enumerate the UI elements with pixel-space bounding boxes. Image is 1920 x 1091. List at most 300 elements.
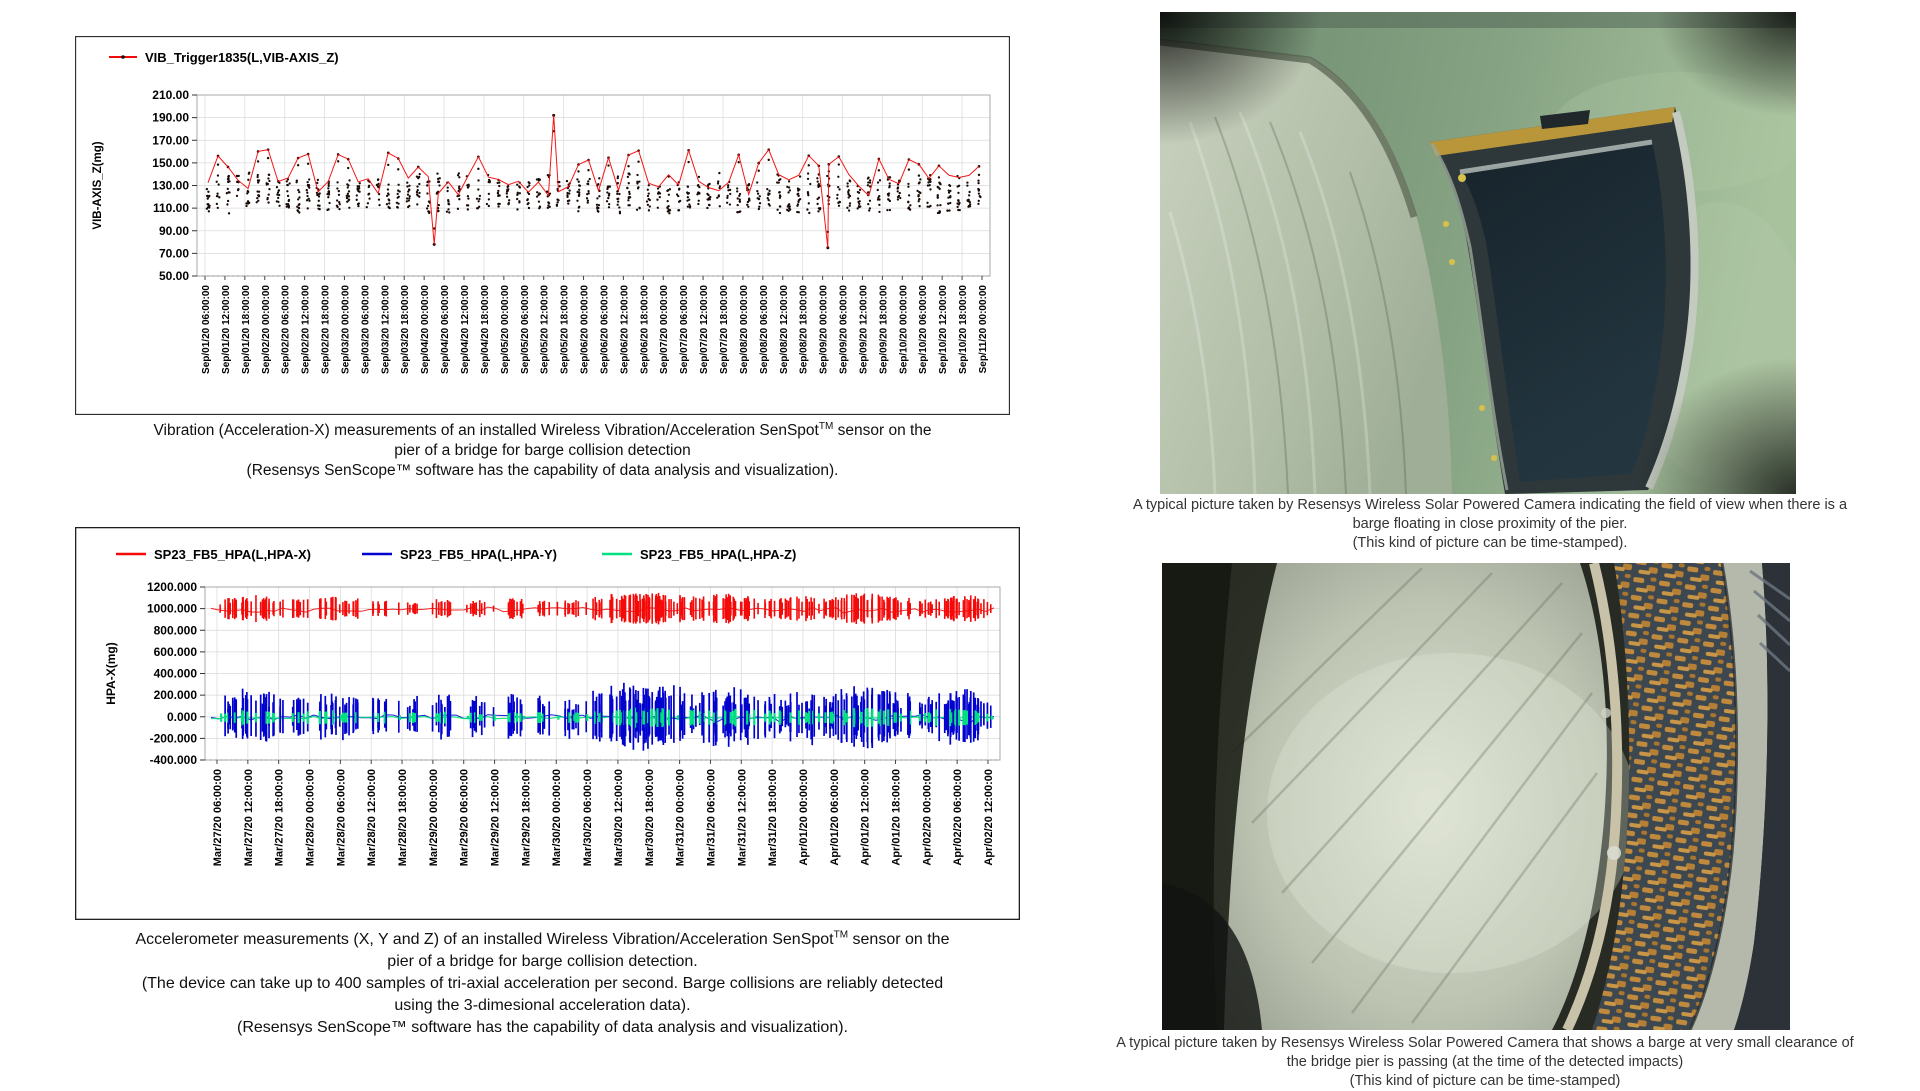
data-point (576, 178, 578, 180)
peak-point (758, 170, 760, 172)
data-point (698, 200, 700, 202)
legend-label: SP23_FB5_HPA(L,HPA-Y) (400, 547, 557, 562)
data-point (818, 196, 820, 198)
vibration-chart-caption (75, 421, 1010, 481)
data-point (816, 177, 818, 179)
data-point (347, 193, 349, 195)
data-point (297, 198, 299, 200)
data-point (306, 192, 308, 194)
data-point (339, 203, 341, 205)
data-point (437, 181, 439, 183)
data-point (597, 183, 599, 185)
data-point (497, 192, 499, 194)
data-point (458, 198, 460, 200)
data-point (916, 190, 918, 192)
caption-line (75, 421, 1010, 441)
data-point (887, 199, 889, 201)
data-point (377, 185, 379, 187)
data-point (918, 200, 920, 202)
data-point (776, 209, 778, 211)
x-tick-label: Sep/02/20 18:00:00 (320, 285, 332, 374)
data-point (977, 203, 979, 205)
data-point (517, 192, 519, 194)
data-point (516, 198, 518, 200)
data-point (256, 190, 258, 192)
caption-line (75, 461, 1010, 481)
x-tick-label: Sep/01/20 18:00:00 (240, 285, 252, 374)
data-point (566, 192, 568, 194)
data-point (576, 200, 578, 202)
peak-point (878, 169, 880, 171)
caption-text: pier of a bridge for barge collision detection (394, 442, 691, 459)
data-point (488, 198, 490, 200)
data-point (888, 186, 890, 188)
data-point (527, 202, 529, 204)
data-point (216, 193, 218, 195)
data-point (788, 186, 790, 188)
data-point (948, 191, 950, 193)
data-point (516, 208, 518, 210)
peak-point (337, 160, 339, 162)
x-tick-label: Sep/05/20 12:00:00 (539, 285, 551, 374)
data-point (708, 204, 710, 206)
data-point (327, 208, 329, 210)
data-point (228, 175, 230, 177)
data-point (649, 205, 651, 207)
data-point (638, 180, 640, 182)
data-point (477, 207, 479, 209)
data-point (867, 181, 869, 183)
data-point (268, 194, 270, 196)
x-tick-label: Sep/05/20 00:00:00 (499, 285, 511, 374)
data-point (979, 195, 981, 197)
x-tick-label: Mar/28/20 18:00:00 (397, 769, 410, 867)
data-point (948, 184, 950, 186)
data-point (758, 208, 760, 210)
caption-text: (Resensys SenScope™ software has the capability of data analysis and visualization). (237, 1019, 848, 1036)
x-tick-label: Mar/27/20 18:00:00 (273, 769, 286, 867)
data-point (347, 186, 349, 188)
y-tick-label: 130.00 (152, 178, 189, 193)
data-point (228, 212, 230, 214)
data-point (937, 212, 939, 214)
data-point (697, 203, 699, 205)
data-point (836, 194, 838, 196)
data-point (346, 195, 348, 197)
data-point (617, 204, 619, 206)
data-point (507, 203, 509, 205)
data-point (766, 188, 768, 190)
data-point (759, 195, 761, 197)
data-point (848, 194, 850, 196)
data-point (609, 185, 611, 187)
data-point (436, 172, 438, 174)
data-point (809, 183, 811, 185)
y-tick-label: 400.000 (153, 666, 197, 681)
data-point (618, 193, 620, 195)
x-tick-label: Mar/29/20 00:00:00 (427, 769, 440, 867)
data-point (477, 179, 479, 181)
data-point (288, 182, 290, 184)
data-point (578, 189, 580, 191)
data-point (817, 186, 819, 188)
data-point (306, 189, 308, 191)
data-point (959, 209, 961, 211)
data-point (606, 191, 608, 193)
peak-point (637, 160, 639, 162)
data-point (806, 208, 808, 210)
x-tick-label: Sep/08/20 12:00:00 (778, 285, 790, 374)
data-point (208, 206, 210, 208)
x-tick-label: Mar/30/20 12:00:00 (612, 769, 625, 867)
data-point (897, 198, 899, 200)
data-point (298, 196, 300, 198)
data-point (978, 200, 980, 202)
data-point (528, 193, 530, 195)
data-point (649, 199, 651, 201)
data-point (687, 193, 689, 195)
data-point (726, 202, 728, 204)
data-point (257, 174, 259, 176)
data-point (668, 194, 670, 196)
data-point (566, 194, 568, 196)
data-point (939, 204, 941, 206)
data-point (206, 195, 208, 197)
data-point (737, 204, 739, 206)
data-point (598, 204, 600, 206)
data-point (678, 201, 680, 203)
peak-point (227, 178, 229, 180)
data-point (498, 185, 500, 187)
data-point (908, 194, 910, 196)
data-point (366, 206, 368, 208)
data-point (716, 197, 718, 199)
data-point (586, 197, 588, 199)
data-point (779, 194, 781, 196)
data-point (467, 197, 469, 199)
photo-barge-closeup-art (1162, 563, 1790, 1030)
data-point (518, 185, 520, 187)
photo-barge-closeup (1162, 563, 1790, 1030)
data-point (647, 195, 649, 197)
data-point (536, 178, 538, 180)
data-point (767, 197, 769, 199)
data-point (776, 181, 778, 183)
data-point (757, 193, 759, 195)
data-point (208, 210, 210, 212)
peak-point (267, 157, 269, 159)
y-tick-label: 600.000 (153, 644, 197, 659)
data-point (629, 196, 631, 198)
data-point (846, 207, 848, 209)
data-point (587, 183, 589, 185)
data-point (918, 198, 920, 200)
data-point (878, 195, 880, 197)
data-point (937, 194, 939, 196)
data-point (396, 202, 398, 204)
caption-text: Vibration (Acceleration-X) measurements of an installed Wireless Vibration/Acceleration SenSpot (153, 422, 819, 439)
caption-line (1090, 534, 1890, 553)
x-tick-label: Sep/03/20 18:00:00 (400, 285, 412, 374)
data-point (718, 194, 720, 196)
data-point (348, 179, 350, 181)
data-point (307, 207, 309, 209)
photo-barge-closeup-caption (1080, 1034, 1890, 1091)
data-point (927, 184, 929, 186)
x-tick-label: Mar/30/20 00:00:00 (551, 769, 564, 867)
data-point (837, 176, 839, 178)
x-tick-label: Apr/02/20 00:00:00 (921, 769, 934, 866)
data-point (507, 186, 509, 188)
x-tick-label: Mar/28/20 06:00:00 (335, 769, 348, 867)
data-point (689, 205, 691, 207)
data-point (217, 174, 219, 176)
data-point (348, 195, 350, 197)
x-tick-label: Sep/06/20 18:00:00 (639, 285, 651, 374)
data-point (787, 210, 789, 212)
data-point (406, 200, 408, 202)
peak-point (387, 164, 389, 166)
x-tick-label: Sep/06/20 12:00:00 (619, 285, 631, 374)
data-point (636, 174, 638, 176)
data-point (978, 192, 980, 194)
data-point (226, 203, 228, 205)
data-point (537, 194, 539, 196)
caption-line (75, 441, 1010, 461)
data-point (618, 206, 620, 208)
data-point (227, 200, 229, 202)
caption-line (1080, 1072, 1890, 1091)
data-point (358, 191, 360, 193)
data-point (818, 183, 820, 185)
accelerometer-chart (75, 527, 1020, 920)
data-point (457, 208, 459, 210)
data-point (918, 195, 920, 197)
data-point (346, 197, 348, 199)
rivet-highlight (1607, 846, 1621, 860)
caption-text: barge floating in close proximity of the pier. (1352, 516, 1628, 532)
data-point (479, 195, 481, 197)
data-point (736, 187, 738, 189)
data-point (378, 198, 380, 200)
data-point (596, 208, 598, 210)
data-point (949, 202, 951, 204)
data-point (556, 201, 558, 203)
data-point (216, 203, 218, 205)
data-point (858, 192, 860, 194)
x-tick-label: Sep/03/20 12:00:00 (380, 285, 392, 374)
data-point (868, 209, 870, 211)
y-tick-label: 50.00 (158, 269, 189, 283)
y-tick-label: 1000.000 (146, 601, 197, 616)
data-point (217, 207, 219, 209)
x-tick-label: Sep/05/20 18:00:00 (559, 285, 571, 374)
data-point (869, 207, 871, 209)
trademark-superscript: TM (833, 929, 849, 941)
y-tick-label: 200.000 (153, 688, 197, 703)
data-point (528, 184, 530, 186)
data-point (206, 188, 208, 190)
y-tick-label: -200.000 (149, 731, 197, 746)
data-point (656, 199, 658, 201)
data-point (578, 206, 580, 208)
data-point (978, 189, 980, 191)
data-point (877, 189, 879, 191)
data-point (448, 211, 450, 213)
data-point (946, 209, 948, 211)
data-point (619, 212, 621, 214)
data-point (287, 195, 289, 197)
data-point (818, 207, 820, 209)
x-tick-label: Sep/11/20 00:00:00 (978, 285, 989, 374)
x-tick-label: Sep/07/20 06:00:00 (679, 285, 691, 374)
data-point (408, 185, 410, 187)
data-point (966, 184, 968, 186)
data-point (616, 193, 618, 195)
data-point (977, 182, 979, 184)
y-tick-label: 1200.000 (146, 580, 197, 594)
data-point (287, 184, 289, 186)
data-point (948, 209, 950, 211)
data-point (837, 186, 839, 188)
data-point (538, 200, 540, 202)
trademark-superscript: TM (818, 420, 834, 432)
peak-point (687, 161, 689, 163)
data-point (318, 200, 320, 202)
caption-line (1080, 1053, 1890, 1072)
y-tick-label: 70.00 (158, 246, 189, 261)
data-point (357, 205, 359, 207)
data-point (966, 181, 968, 183)
data-point (567, 203, 569, 205)
x-tick-label: Sep/04/20 06:00:00 (440, 285, 452, 374)
data-point (957, 200, 959, 202)
data-point (727, 184, 729, 186)
data-point (956, 206, 958, 208)
data-point (447, 199, 449, 201)
data-point (298, 204, 300, 206)
x-tick-label: Mar/29/20 06:00:00 (458, 769, 471, 867)
data-point (756, 181, 758, 183)
data-point (408, 197, 410, 199)
photo-barge-overhead-caption (1090, 496, 1890, 553)
data-point (576, 191, 578, 193)
data-point (419, 173, 421, 175)
vibration-chart (75, 36, 1010, 415)
data-point (608, 206, 610, 208)
peak-point (938, 176, 940, 178)
legend-label: VIB_Trigger1835(L,VIB-AXIS_Z) (145, 50, 339, 65)
x-tick-label: Apr/02/20 12:00:00 (983, 769, 995, 866)
data-point (418, 192, 420, 194)
data-point (426, 192, 428, 194)
peak-point (217, 163, 219, 165)
peak-point (417, 177, 419, 179)
data-point (756, 190, 758, 192)
data-point (287, 203, 289, 205)
data-point (268, 174, 270, 176)
caption-line (1090, 515, 1890, 534)
data-point (847, 185, 849, 187)
caption-line (60, 973, 1025, 995)
data-point (637, 186, 639, 188)
data-point (867, 177, 869, 179)
data-point (687, 206, 689, 208)
data-point (797, 193, 799, 195)
data-point (587, 190, 589, 192)
vignette (1580, 312, 1796, 494)
data-point (477, 188, 479, 190)
x-tick-label: Sep/04/20 18:00:00 (479, 285, 491, 374)
data-point (276, 194, 278, 196)
data-point (399, 190, 401, 192)
data-point (567, 200, 569, 202)
data-point (406, 182, 408, 184)
data-point (746, 204, 748, 206)
data-point (667, 205, 669, 207)
data-point (228, 191, 230, 193)
data-point (969, 205, 971, 207)
data-point (726, 197, 728, 199)
x-tick-label: Sep/08/20 18:00:00 (798, 285, 810, 374)
data-point (907, 186, 909, 188)
data-point (709, 196, 711, 198)
peak-point (577, 170, 579, 172)
y-tick-label: 150.00 (152, 155, 189, 170)
x-tick-label: Sep/04/20 12:00:00 (460, 285, 471, 374)
data-point (338, 190, 340, 192)
caption-text: the bridge pier is passing (at the time of the detected impacts) (1286, 1054, 1684, 1070)
x-tick-label: Sep/02/20 06:00:00 (280, 285, 292, 374)
data-point (319, 192, 321, 194)
data-point (466, 204, 468, 206)
data-point (268, 188, 270, 190)
data-point (738, 195, 740, 197)
data-point (748, 199, 750, 201)
data-point (257, 179, 259, 181)
data-point (206, 208, 208, 210)
x-tick-label: Sep/09/20 06:00:00 (838, 285, 850, 374)
data-point (808, 202, 810, 204)
peak-point (307, 163, 309, 165)
x-tick-label: Mar/27/20 06:00:00 (212, 769, 224, 867)
x-tick-label: Mar/31/20 00:00:00 (674, 769, 687, 867)
data-point (937, 186, 939, 188)
data-point (616, 198, 618, 200)
data-point (807, 172, 809, 174)
data-point (869, 200, 871, 202)
data-point (949, 196, 951, 198)
data-point (246, 192, 248, 194)
peak-point (607, 164, 609, 166)
data-point (807, 194, 809, 196)
data-point (849, 202, 851, 204)
x-tick-label: Mar/28/20 00:00:00 (304, 769, 317, 867)
data-point (677, 195, 679, 197)
data-point (216, 181, 218, 183)
data-point (779, 205, 781, 207)
data-point (968, 194, 970, 196)
x-tick-label: Sep/04/20 00:00:00 (420, 285, 432, 374)
data-point (669, 209, 671, 211)
data-point (346, 201, 348, 203)
data-point (476, 198, 478, 200)
data-point (798, 195, 800, 197)
data-point (748, 183, 750, 185)
data-point (458, 185, 460, 187)
data-point (739, 201, 741, 203)
data-point (277, 191, 279, 193)
